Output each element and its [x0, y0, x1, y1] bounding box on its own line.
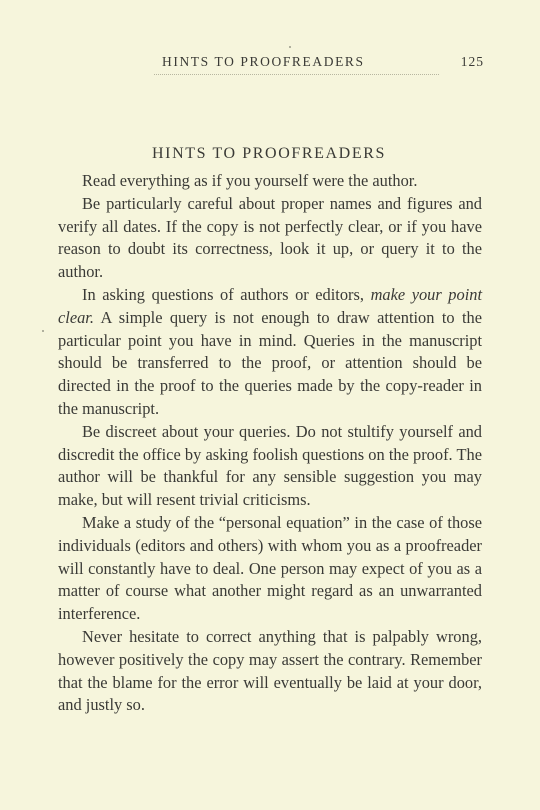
paragraph: Make a study of the “personal equation” in the case of those individuals (editors and others) with whom you as a proofreader will constantly have to deal. One person may expect of you as a matter of course what another might regard as an unwarranted interference.: [58, 512, 482, 624]
running-head: [58, 54, 484, 74]
paragraph: Be particularly careful about proper names and figures and verify all dates. If the copy is not perfectly clear, or if you have reason to doubt its correctness, look it up, or query it to the author.: [58, 193, 482, 282]
page-number: 125: [460, 54, 484, 69]
running-title: HINTS TO PROOFREADERS: [162, 54, 365, 69]
paragraph-text: A simple query is not enough to draw attention to the particular point you have in mind. Queries in the manuscript should be transferred to the proof, or attention should be directed in the proof to the queries made by the copy-reader in the manuscript.: [58, 307, 482, 418]
emphasized-text: make your point clear.: [58, 284, 483, 327]
paragraph: [58, 284, 482, 421]
paragraph: Be discreet about your queries. Do not stultify yourself and discredit the office by asking foolish questions on the proof. The author will be thankful for any sensible suggestion you may make, but will resent trivial criticisms.: [58, 421, 482, 510]
article-body: [58, 170, 482, 717]
paragraph-text: In asking questions of authors or editors,: [82, 284, 371, 304]
paragraph: Read everything as if you yourself were the author.: [82, 171, 418, 190]
print-speck: [42, 330, 44, 332]
paragraph: Never hesitate to correct anything that is palpably wrong, however positively the copy may assert the contrary. Remember that the blame for the error will eventually be laid at your door, and justly so.: [58, 626, 482, 715]
print-speck: [289, 46, 291, 48]
article-title: HINTS TO PROOFREADERS: [152, 145, 386, 162]
header-rule: [154, 74, 439, 75]
